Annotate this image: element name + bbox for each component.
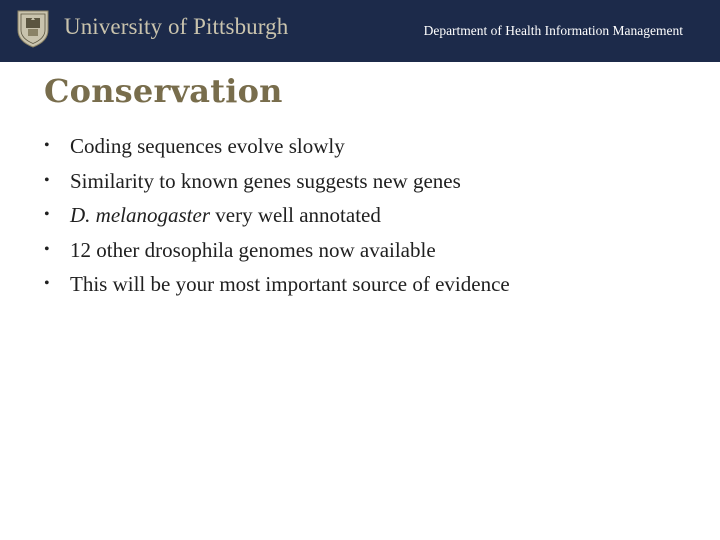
bullet-point: • [44,275,50,292]
header-bar [0,0,720,62]
bullet-item [44,199,510,234]
university-seal-icon [15,8,51,48]
bullet-item [44,165,510,200]
species-name: D. melanogaster [70,203,210,227]
bullet-item [44,130,510,165]
bullet-point: • [44,240,50,258]
bullet-text: Similarity to known genes suggests new genes [70,168,461,193]
bullet-point: • [44,171,50,189]
bullet-text: This will be your most important source of evidence [70,272,510,296]
bullet-list [44,130,510,303]
bullet-point: • [44,206,50,223]
bullet-item [44,268,510,303]
university-name: University of Pittsburgh [64,14,289,39]
bullet-text: 12 other drosophila genomes now available [70,237,436,262]
bullet-text: very well annotated [210,203,381,227]
department-name: Department of Health Information Management [423,23,683,38]
bullet-item [44,234,510,269]
slide-title: Conservation [44,72,283,110]
bullet-point: • [44,137,50,154]
bullet-text: Coding sequences evolve slowly [70,134,345,158]
